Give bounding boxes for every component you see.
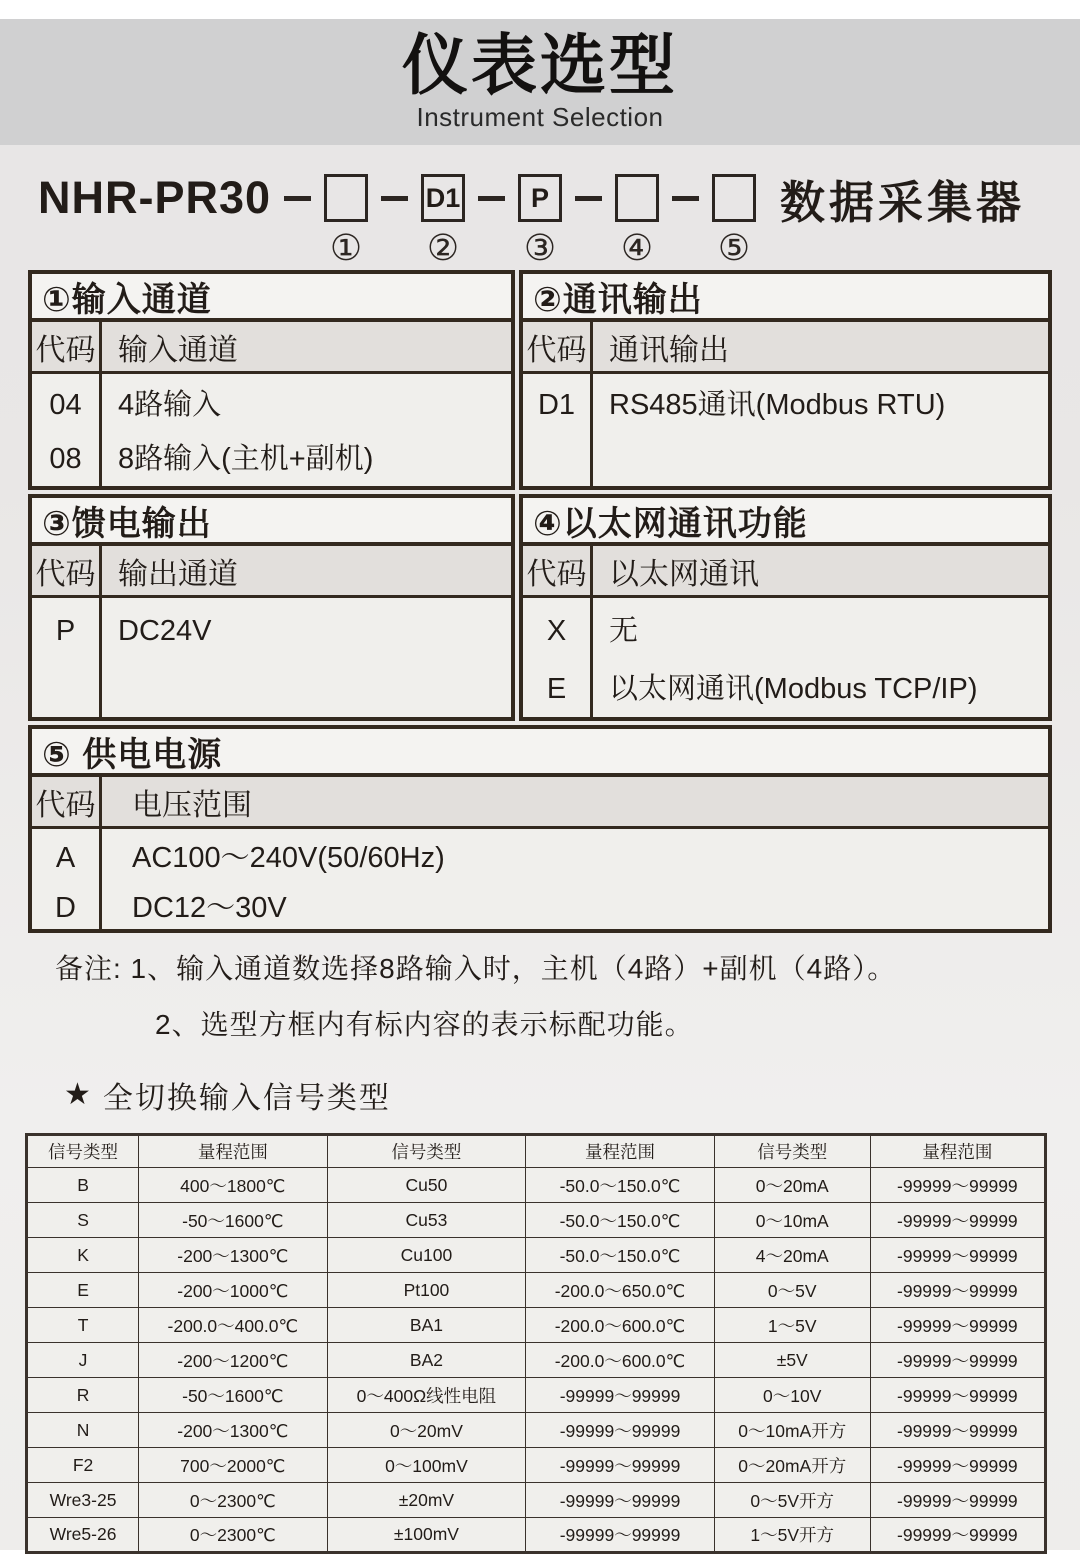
circled-number-2: ② [426, 227, 460, 268]
table-title: ③馈电输出 [32, 498, 511, 546]
signal-cell: -99999～99999 [870, 1273, 1045, 1308]
remark-line-1: 备注: 1、输入通道数选择8路输入时，主机（4路）+副机（4路）。 [55, 953, 897, 984]
circled-number-4: ④ [620, 227, 654, 268]
signal-cell: 400～1800℃ [139, 1168, 328, 1203]
desc-value: 8路输入(主机+副机) [118, 443, 374, 475]
signal-cell: -99999～99999 [526, 1378, 715, 1413]
signal-cell: E [27, 1273, 139, 1308]
desc-value: 以太网通讯(Modbus TCP/IP) [609, 673, 978, 705]
signal-row [27, 1413, 1046, 1448]
circled-number-5: ⑤ [717, 227, 751, 268]
signal-cell: -99999～99999 [870, 1518, 1045, 1553]
table-header-row [523, 322, 1048, 374]
code-header-cell: 代码 [32, 777, 102, 826]
circled-number-3: ③ [523, 227, 557, 268]
desc-header-cell: 输出通道 [118, 557, 238, 591]
table-ethernet-comm [519, 494, 1052, 721]
signal-cell: 0～20mA开方 [714, 1448, 870, 1483]
signal-cell: 0～5V开方 [714, 1483, 870, 1518]
signal-cell: -99999～99999 [870, 1308, 1045, 1343]
page-title: 仪表选型 [402, 27, 678, 102]
code-header-cell: 代码 [32, 546, 102, 595]
header-band [0, 19, 1080, 145]
desc-value: 4路输入 [118, 389, 222, 421]
desc-header-cell: 通讯输出 [609, 333, 729, 367]
code-value: 04 [49, 389, 82, 421]
signal-cell: BA1 [327, 1308, 526, 1343]
desc-value: DC24V [118, 615, 212, 647]
signal-cell: -99999～99999 [870, 1343, 1045, 1378]
signal-cell: 0～100mV [327, 1448, 526, 1483]
model-slot-2 [421, 174, 465, 268]
signal-row [27, 1343, 1046, 1378]
signal-cell: Pt100 [327, 1273, 526, 1308]
signal-cell: Cu53 [327, 1203, 526, 1238]
code-value: D1 [537, 389, 576, 421]
model-box-1 [324, 174, 368, 222]
desc-column [593, 598, 1048, 717]
table-body [32, 374, 511, 486]
signal-cell: Wre5-26 [27, 1518, 139, 1553]
model-product-name: 数据采集器 [780, 176, 1026, 228]
signal-cell: -50.0～150.0℃ [526, 1168, 715, 1203]
code-value: D [55, 892, 76, 924]
signal-cell: -200～1000℃ [139, 1273, 328, 1308]
signal-cell: -99999～99999 [526, 1448, 715, 1483]
code-value: A [55, 842, 76, 874]
signal-cell: 0～20mV [327, 1413, 526, 1448]
signal-cell: 0～10mA [714, 1203, 870, 1238]
table-body [32, 598, 511, 717]
signal-cell: -200.0～600.0℃ [526, 1343, 715, 1378]
table-row-a [28, 270, 1080, 490]
signal-cell: -99999～99999 [870, 1238, 1045, 1273]
desc-header-cell: 以太网通讯 [609, 557, 759, 591]
signal-cell: F2 [27, 1448, 139, 1483]
desc-column [102, 829, 1048, 929]
model-code-area [0, 145, 1080, 270]
desc-column [102, 374, 511, 486]
table-feed-output [28, 494, 515, 721]
code-column [523, 374, 593, 486]
remark-line-2: 2、选型方框内有标内容的表示标配功能。 [155, 1009, 694, 1040]
model-dash [575, 196, 602, 201]
signal-header-cell: 信号类型 [714, 1135, 870, 1168]
signal-cell: -50.0～150.0℃ [526, 1203, 715, 1238]
signal-row [27, 1203, 1046, 1238]
table-input-channel [28, 270, 515, 490]
table-title: ②通讯输出 [523, 274, 1048, 322]
code-column [32, 374, 102, 486]
signal-cell: -200～1300℃ [139, 1238, 328, 1273]
signal-cell: J [27, 1343, 139, 1378]
signal-cell: K [27, 1238, 139, 1273]
desc-column [102, 598, 511, 717]
code-value: X [546, 615, 567, 647]
signal-cell: -200～1200℃ [139, 1343, 328, 1378]
model-slot-5 [712, 174, 756, 268]
model-prefix: NHR-PR30 [38, 172, 272, 223]
signal-cell: 4～20mA [714, 1238, 870, 1273]
table-body [523, 374, 1048, 486]
signal-cell: T [27, 1308, 139, 1343]
signal-cell: 1～5V开方 [714, 1518, 870, 1553]
code-header-cell: 代码 [523, 546, 593, 595]
signal-row [27, 1448, 1046, 1483]
table-body [523, 598, 1048, 717]
signal-cell: -99999～99999 [870, 1168, 1045, 1203]
code-value: P [55, 615, 76, 647]
code-value: E [546, 673, 567, 705]
signal-cell: -99999～99999 [870, 1413, 1045, 1448]
table-title: ⑤ 供电电源 [32, 729, 1048, 777]
table-header-row [32, 777, 1048, 829]
desc-value: DC12～30V [132, 892, 287, 924]
signal-header-cell: 量程范围 [139, 1135, 328, 1168]
table-row-b [28, 494, 1080, 721]
signal-cell: 0～400Ω线性电阻 [327, 1378, 526, 1413]
model-dash [672, 196, 699, 201]
signal-row [27, 1378, 1046, 1413]
table-header-row [32, 546, 511, 598]
signal-cell: -200.0～400.0℃ [139, 1308, 328, 1343]
signal-cell: -50.0～150.0℃ [526, 1238, 715, 1273]
model-dash [381, 196, 408, 201]
signal-cell: -99999～99999 [526, 1483, 715, 1518]
signal-cell: -200.0～650.0℃ [526, 1273, 715, 1308]
table-header-row [32, 322, 511, 374]
signal-header-cell: 量程范围 [526, 1135, 715, 1168]
signal-cell: ±20mV [327, 1483, 526, 1518]
signal-cell: -99999～99999 [870, 1378, 1045, 1413]
signal-row [27, 1308, 1046, 1343]
code-column [32, 598, 102, 717]
signal-cell: N [27, 1413, 139, 1448]
model-box-4 [615, 174, 659, 222]
signal-cell: 1～5V [714, 1308, 870, 1343]
signal-cell: Cu100 [327, 1238, 526, 1273]
signal-cell: -99999～99999 [870, 1483, 1045, 1518]
desc-column [593, 374, 1048, 486]
desc-header-cell: 电压范围 [132, 788, 252, 822]
model-slot-4 [615, 174, 659, 268]
desc-value: AC100～240V(50/60Hz) [132, 842, 445, 874]
model-box-2: D1 [421, 174, 465, 222]
signal-cell: 0～10V [714, 1378, 870, 1413]
model-dash [478, 196, 505, 201]
model-slot-1 [324, 174, 368, 268]
page-subtitle: Instrument Selection [416, 102, 664, 133]
model-code-line [38, 169, 1080, 268]
desc-value: RS485通讯(Modbus RTU) [609, 389, 946, 421]
code-header-cell: 代码 [32, 322, 102, 371]
signal-cell: S [27, 1203, 139, 1238]
model-box-5 [712, 174, 756, 222]
model-slot-3 [518, 174, 562, 268]
signal-cell: R [27, 1378, 139, 1413]
signal-header-cell: 信号类型 [27, 1135, 139, 1168]
signal-row [27, 1168, 1046, 1203]
datasheet-page [0, 19, 1080, 1550]
signal-cell: Wre3-25 [27, 1483, 139, 1518]
signal-cell: ±100mV [327, 1518, 526, 1553]
signal-cell: 0～10mA开方 [714, 1413, 870, 1448]
table-header-row [523, 546, 1048, 598]
circled-number-1: ① [329, 227, 363, 268]
table-body [32, 829, 1048, 929]
model-dash [284, 196, 311, 201]
signal-header-cell: 量程范围 [870, 1135, 1045, 1168]
table-title: ④以太网通讯功能 [523, 498, 1048, 546]
signal-cell: -99999～99999 [526, 1518, 715, 1553]
code-column [523, 598, 593, 717]
table-power-supply [28, 725, 1052, 933]
signal-cell: 0～2300℃ [139, 1518, 328, 1553]
signal-cell: 0～5V [714, 1273, 870, 1308]
signal-cell: -200.0～600.0℃ [526, 1308, 715, 1343]
signal-cell: -99999～99999 [870, 1448, 1045, 1483]
signal-cell: -99999～99999 [870, 1203, 1045, 1238]
signal-row [27, 1483, 1046, 1518]
signal-cell: -50～1600℃ [139, 1203, 328, 1238]
signal-header-cell: 信号类型 [327, 1135, 526, 1168]
signal-cell: B [27, 1168, 139, 1203]
signal-section-title: 全切换输入信号类型 [102, 1082, 391, 1115]
table-comm-output [519, 270, 1052, 490]
code-header-cell: 代码 [523, 322, 593, 371]
signal-cell: 0～20mA [714, 1168, 870, 1203]
signal-cell: -50～1600℃ [139, 1378, 328, 1413]
signal-row [27, 1518, 1046, 1553]
star-icon: ★ [64, 1078, 91, 1111]
remarks [55, 947, 1080, 1043]
signal-cell: 0～2300℃ [139, 1483, 328, 1518]
model-box-3: P [518, 174, 562, 222]
signal-row [27, 1238, 1046, 1273]
signal-cell: -200～1300℃ [139, 1413, 328, 1448]
signal-cell: ±5V [714, 1343, 870, 1378]
signal-header-row [27, 1135, 1046, 1168]
signal-cell: BA2 [327, 1343, 526, 1378]
signal-type-table [25, 1133, 1047, 1554]
table-title: ①输入通道 [32, 274, 511, 322]
desc-header-cell: 输入通道 [118, 333, 238, 367]
code-value: 08 [49, 443, 82, 475]
code-column [32, 829, 102, 929]
signal-cell: Cu50 [327, 1168, 526, 1203]
signal-section-heading [64, 1073, 1080, 1117]
signal-cell: 700～2000℃ [139, 1448, 328, 1483]
signal-table-body [27, 1168, 1046, 1553]
signal-cell: -99999～99999 [526, 1413, 715, 1448]
selection-tables [0, 270, 1080, 933]
signal-row [27, 1273, 1046, 1308]
desc-value: 无 [609, 615, 639, 647]
